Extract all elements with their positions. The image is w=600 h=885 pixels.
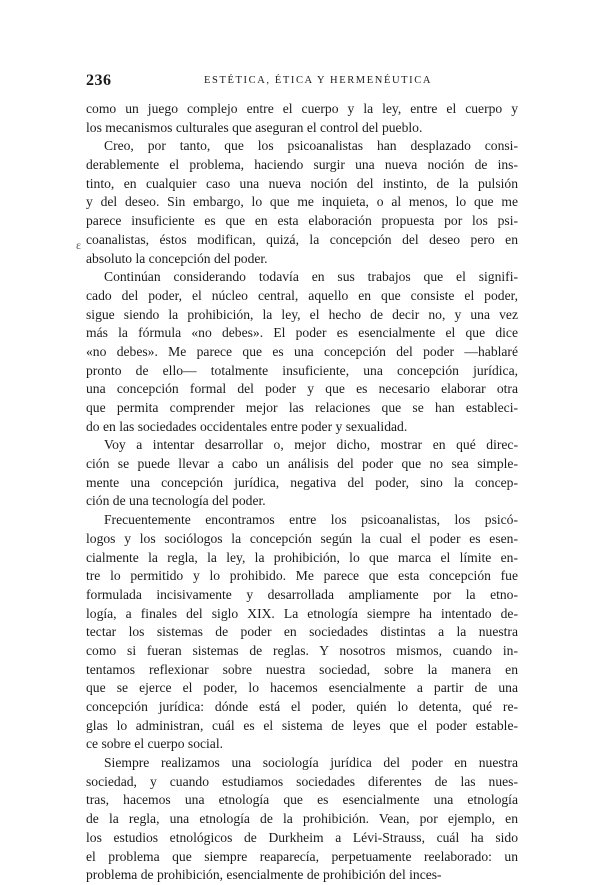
text-line: parece insuficiente es que en esta elaboración propuesta por los psi-: [86, 213, 518, 229]
text-line: formulada incisivamente y desarrollada ampliamente por la etno-: [86, 586, 518, 602]
text-line: do en las sociedades occidentales entre poder y sexualidad.: [86, 418, 408, 434]
text-line: tentamos reflexionar sobre nuestra sociedad, sobre la manera en: [86, 661, 518, 677]
paragraph: [86, 100, 518, 137]
paragraph: [86, 754, 518, 885]
text-line: Siempre realizamos una sociología jurídica del poder en nuestra: [104, 755, 518, 771]
text-line: sigue siendo la prohibición, la ley, el hecho de decir no, y una vez: [86, 306, 518, 322]
text-line: concepción jurídica: dónde está el poder, quién lo detenta, qué re-: [86, 699, 518, 714]
text-line: ción de una tecnología del poder.: [86, 493, 266, 509]
text-line: absoluto la concepción del poder.: [86, 250, 268, 266]
running-title: ESTÉTICA, ÉTICA Y HERMENÉUTICA: [204, 75, 433, 86]
page-number: 236: [86, 72, 112, 89]
text-line: Continúan considerando todavía en sus trabajos que el signifi-: [104, 269, 518, 285]
text-line: glas lo administran, cuál es el sistema de leyes que el poder estable-: [86, 717, 518, 733]
body-text: [86, 100, 518, 885]
text-line: como un juego complejo entre el cuerpo y la ley, entre el cuerpo y: [86, 101, 518, 116]
text-line: Voy a intentar desarrollar o, mejor dicho, mostrar en qué direc-: [104, 437, 518, 453]
text-line: que se ejerce el poder, lo hacemos esencialmente a partir de una: [86, 680, 518, 696]
text-line: derablemente el problema, haciendo surgir una nueva noción de ins-: [86, 157, 518, 173]
text-line: mente una concepción jurídica, negativa del poder, sino la concep-: [86, 474, 518, 490]
paragraph: [86, 436, 518, 511]
text-line: coanalistas, éstos modifican, quizá, la concepción del deseo pero en: [86, 231, 518, 247]
text-line: logos y los sociólogos la concepción según la cual el poder es esen-: [86, 530, 518, 546]
margin-mark-icon: ɛ: [76, 238, 82, 252]
text-line: sociedad, y cuando estudiamos sociedades diferentes de las nues-: [86, 773, 518, 789]
text-line: cado del poder, el núcleo central, aquello en que consiste el poder,: [86, 287, 518, 303]
text-line: Creo, por tanto, que los psicoanalistas han desplazado consi-: [104, 138, 518, 154]
text-line: y del deseo. Sin embargo, lo que me inquieta, o al menos, lo que me: [86, 194, 518, 210]
text-line: «no debes». Me parece que es una concepción del poder —hablaré: [86, 343, 518, 359]
text-line: tectar los sistemas de poder en sociedades distintas a la nuestra: [86, 624, 518, 640]
text-line: de la regla, una etnología de la prohibición. Vean, por ejemplo, en: [86, 811, 518, 827]
text-line: como si fueran sistemas de reglas. Y nosotros mismos, cuando in-: [86, 642, 518, 658]
text-line: los mecanismos culturales que aseguran el control del pueblo.: [86, 119, 423, 135]
text-line: tinto, en cualquier caso una nueva noción del instinto, de la pulsión: [86, 175, 518, 191]
text-line: tras, hacemos una etnología que es esencialmente una etnología: [86, 792, 518, 808]
text-line: tre lo permitido y lo prohibido. Me parece que esta concepción fue: [86, 568, 518, 584]
text-line: logía, a finales del siglo XIX. La etnología siempre ha intentado de-: [86, 605, 518, 621]
text-line: cialmente la regla, la ley, la prohibición, lo que marca el límite en-: [86, 549, 518, 565]
paragraph: [86, 511, 518, 754]
text-line: que permita comprender mejor las relaciones que se han estableci-: [86, 400, 518, 415]
running-head: [86, 72, 518, 92]
paragraph: [86, 268, 518, 436]
text-line: pronto de ello— totalmente insuficiente, una concepción jurídica,: [86, 362, 518, 378]
text-line: una concepción formal del poder y que es necesario elaborar otra: [86, 381, 518, 397]
text-line: ción se puede llevar a cabo un análisis del poder que no sea simple-: [86, 456, 518, 472]
text-line: problema de prohibición, esencialmente de prohibición del inces-: [86, 867, 442, 883]
text-line: Frecuentemente encontramos entre los psicoanalistas, los psicó-: [104, 512, 518, 528]
text-line: los estudios etnológicos de Durkheim a Lévi-Strauss, cuál ha sido: [86, 829, 518, 845]
text-line: más la fórmula «no debes». El poder es esencialmente el que dice: [86, 325, 518, 341]
paragraph: [86, 137, 518, 268]
text-line: el problema que siempre reaparecía, perpetuamente reelaborado: un: [86, 848, 518, 864]
text-line: ce sobre el cuerpo social.: [86, 736, 224, 752]
